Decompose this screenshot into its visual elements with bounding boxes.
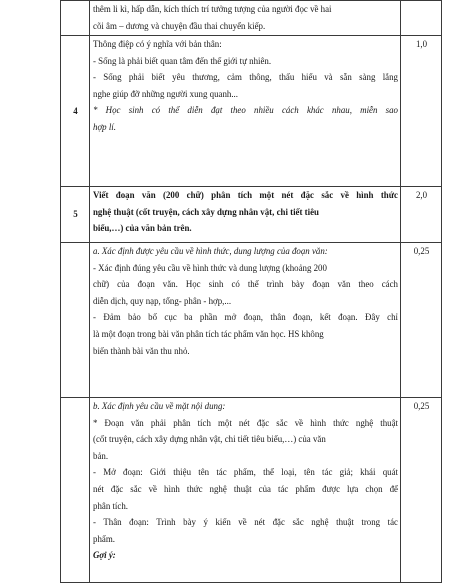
answer-line: nghệ thuật (cốt truyện, cách xây dựng nhân vật, chi tiết tiêu [93, 206, 319, 217]
question-number: 4 [61, 36, 90, 187]
answer-line: cõi âm – dương và chuyện đầu thai chuyển kiếp. [93, 20, 266, 31]
score-cell: 2,0 [401, 187, 442, 243]
question-number [61, 1, 90, 36]
answer-line: * Học sinh có thể diễn đạt theo nhiều cách khác nhau, miễn sao [93, 105, 398, 116]
answer-line: biến thành bài văn thu nhỏ. [93, 345, 190, 356]
score-cell: 0,25 [401, 243, 442, 398]
answer-line: * Đoạn văn phải phân tích một nét đặc sắc về hình thức nghệ thuật [93, 417, 398, 428]
answer-line: - Sống là phải biết quan tâm đến thế giới tự nhiên. [93, 55, 272, 66]
answer-line: thêm li kì, hấp dẫn, kích thích trí tưởng tượng của người đọc về hai [93, 4, 332, 14]
grading-table [60, 0, 442, 583]
answer-line: - Đảm bảo bố cục ba phần mở đoạn, thân đoạn, kết đoạn. Đây chỉ [93, 312, 398, 323]
answer-line: nét đặc sắc về hình thức nghệ thuật của tác phẩm được lựa chọn để [93, 483, 398, 494]
answer-line: biểu,…) của văn bản trên. [93, 223, 192, 234]
answer-row [61, 187, 442, 243]
answer-line: phân tích. [93, 500, 128, 511]
score-cell: 1,0 [401, 36, 442, 187]
answer-line: - Sống phải biết yêu thương, cảm thông, thấu hiểu và sẵn sàng lắng [93, 72, 398, 83]
answer-line: - Mở đoạn: Giới thiệu tên tác phẩm, thể loại, tên tác giả; khái quát [93, 467, 398, 478]
answer-line: là một đoạn trong bài văn phân tích tác phẩm văn học. HS không [93, 328, 324, 339]
answer-row [61, 36, 442, 187]
answer-content [90, 187, 401, 243]
question-number: 5 [61, 187, 90, 243]
answer-line: chữ) của đoạn văn. Học sinh có thể trình bày đoạn văn theo cách [93, 279, 398, 290]
answer-content [90, 1, 401, 36]
answer-line: Viết đoạn văn (200 chữ) phân tích một nét đặc sắc về hình thức [93, 190, 398, 200]
answer-content [90, 36, 401, 187]
answer-line: Thông điệp có ý nghĩa với bản thân: [93, 39, 222, 49]
grading-table-body [61, 1, 442, 583]
answer-line: nghe giúp đỡ những người xung quanh... [93, 88, 238, 99]
answer-line: hợp lí. [93, 121, 116, 132]
answer-line: - Xác định đúng yêu cầu về hình thức và dung lượng (khoảng 200 [93, 262, 327, 273]
answer-line: Gợi ý: [93, 550, 116, 561]
answer-row [61, 243, 442, 398]
question-number [61, 243, 90, 398]
score-cell [401, 1, 442, 36]
answer-content [90, 243, 401, 398]
answer-line: phẩm. [93, 533, 115, 544]
answer-line: bản. [93, 450, 109, 461]
answer-content [90, 398, 401, 583]
score-cell: 0,25 [401, 398, 442, 583]
answer-row [61, 1, 442, 36]
answer-line: - Thân đoạn: Trình bày ý kiến về nét đặc sắc nghệ thuật trong tác [93, 517, 398, 528]
answer-line: a. Xác định được yêu cầu về hình thức, dung lượng của đoạn văn: [93, 246, 328, 256]
answer-line: (cốt truyện, cách xây dựng nhân vật, chi tiết tiêu biểu,…) của văn [93, 434, 326, 445]
answer-line: diễn dịch, quy nạp, tổng- phân - hợp,... [93, 295, 232, 306]
answer-line: b. Xác định yêu cầu về mặt nội dung: [93, 401, 226, 411]
answer-row [61, 398, 442, 583]
question-number [61, 398, 90, 583]
